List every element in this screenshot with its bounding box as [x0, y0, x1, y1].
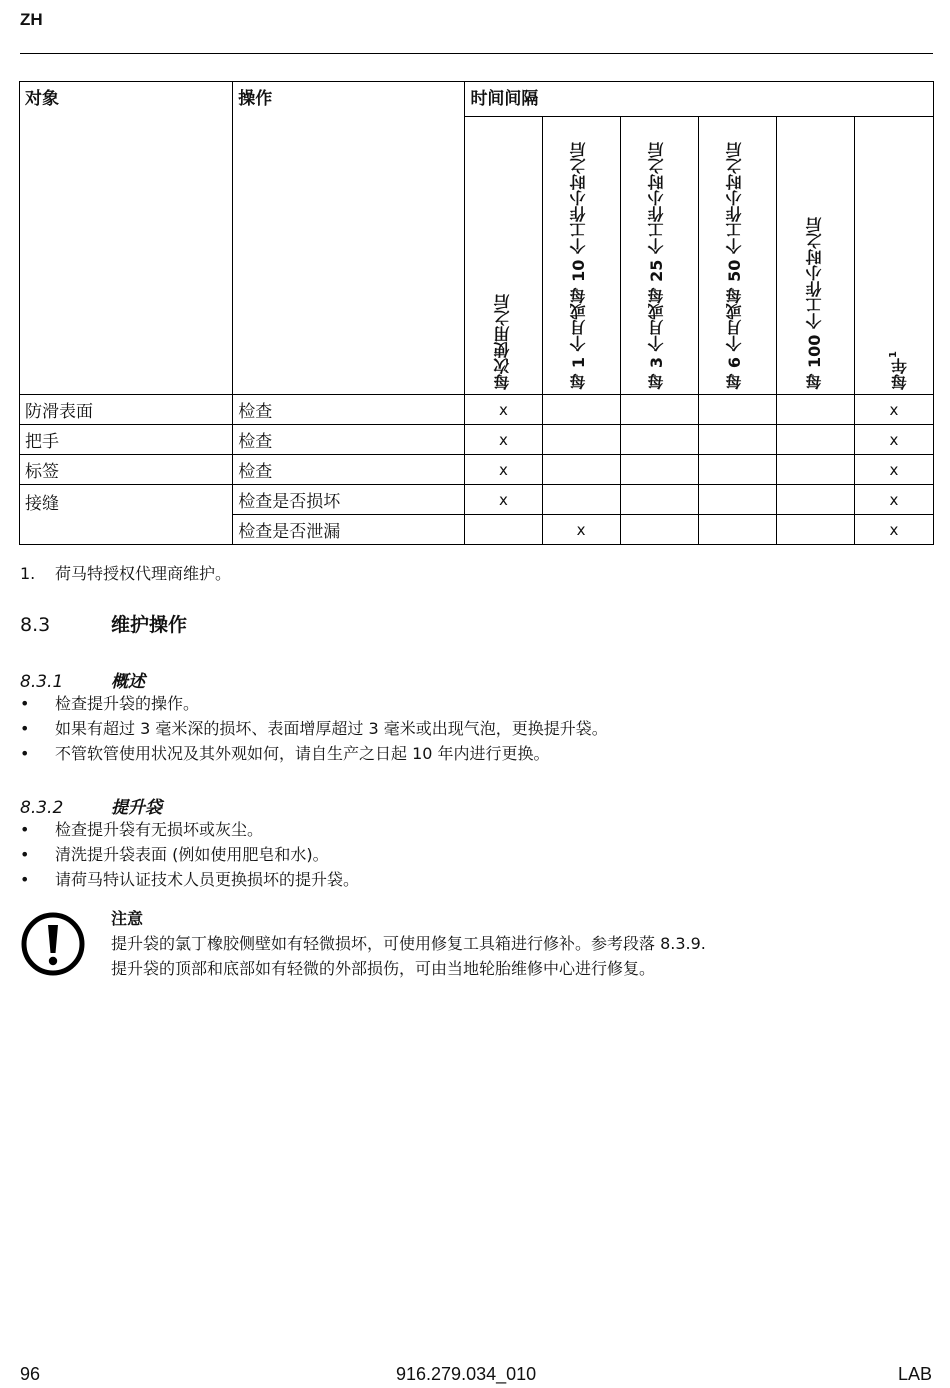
row-mark: x: [854, 395, 933, 425]
row-mark: [698, 515, 776, 545]
row-mark: x: [854, 455, 933, 485]
row-mark: [465, 515, 542, 545]
footnote-ref: 1: [887, 351, 899, 358]
row-mark: [698, 395, 776, 425]
row-object: 防滑表面: [20, 395, 233, 425]
subsection-number: 8.3.1: [20, 672, 64, 692]
row-action: 检查是否损坏: [233, 485, 465, 515]
row-mark: x: [854, 515, 933, 545]
row-mark: [698, 455, 776, 485]
row-mark: [542, 425, 620, 455]
list-item-text: 检查提升袋的操作。: [55, 694, 200, 713]
list-item-text: 如果有超过 3 毫米深的损坏、表面增厚超过 3 毫米或出现气泡，更换提升袋。: [55, 719, 608, 738]
interval-label: 每 1 个月或每 10 个工作小时之后: [569, 142, 589, 390]
row-mark: x: [465, 395, 542, 425]
list-item: [20, 741, 608, 766]
row-mark: [542, 395, 620, 425]
list-item-text: 不管软管使用状况及其外观如何，请自生产之日起 10 年内进行更换。: [55, 744, 550, 763]
footnote-text: 荷马特授权代理商维护。: [55, 564, 232, 583]
row-mark: [698, 425, 776, 455]
interval-header-cell: [620, 117, 698, 395]
note-line: 提升袋的顶部和底部如有轻微的外部损伤，可由当地轮胎维修中心进行修复。: [111, 959, 656, 978]
table-footnote: [20, 561, 231, 584]
row-mark: x: [854, 425, 933, 455]
section-heading: [20, 610, 187, 637]
interval-label: 每 6 个月或每 50 个工作小时之后: [725, 142, 745, 390]
table-row: [20, 395, 934, 425]
interval-label-yearly: [883, 351, 911, 390]
subsection-heading-lifting-bag: [20, 793, 162, 818]
subsection-title: 概述: [111, 672, 145, 692]
row-action: 检查: [233, 455, 465, 485]
header-interval: 时间间隔: [465, 82, 934, 117]
lifting-bag-list: [20, 817, 359, 892]
row-mark: [620, 515, 698, 545]
bullet-icon: •: [20, 744, 30, 763]
note-title: 注意: [111, 909, 144, 928]
row-mark: [776, 425, 854, 455]
row-mark: x: [465, 485, 542, 515]
row-action: 检查: [233, 395, 465, 425]
row-mark: [776, 485, 854, 515]
row-object: 把手: [20, 425, 233, 455]
row-mark: [776, 515, 854, 545]
interval-label: 每 100 个工作小时之后: [805, 217, 825, 390]
table-row: [20, 425, 934, 455]
list-item: [20, 842, 359, 867]
interval-label: 每 3 个月或每 25 个工作小时之后: [647, 142, 667, 390]
interval-header-cell: [698, 117, 776, 395]
maintenance-table: [19, 81, 934, 545]
header-object: 对象: [20, 82, 233, 395]
row-mark: [620, 425, 698, 455]
row-mark: x: [465, 425, 542, 455]
page-number: 96: [20, 1364, 41, 1384]
table-row: [20, 485, 934, 515]
section-title: 维护操作: [111, 614, 188, 636]
row-mark: [620, 455, 698, 485]
subsection-number: 8.3.2: [20, 798, 64, 818]
interval-label: 每次使用之后: [493, 294, 513, 390]
exclamation-circle-icon: [20, 911, 86, 977]
row-mark: [620, 395, 698, 425]
row-action: 检查: [233, 425, 465, 455]
bullet-icon: •: [20, 870, 30, 889]
interval-header-cell: [776, 117, 854, 395]
list-item: [20, 817, 359, 842]
list-item-text: 清洗提升袋表面 (例如使用肥皂和水)。: [55, 845, 329, 864]
note-line: 提升袋的氯丁橡胶侧壁如有轻微损坏，可使用修复工具箱进行修补。参考段落 8.3.9.: [111, 934, 706, 953]
row-mark: [776, 455, 854, 485]
interval-label: 每年: [890, 358, 910, 390]
bullet-icon: •: [20, 820, 30, 839]
subsection-title: 提升袋: [111, 798, 162, 818]
table-row: [20, 455, 934, 485]
row-mark: [620, 485, 698, 515]
list-item-text: 检查提升袋有无损坏或灰尘。: [55, 820, 264, 839]
list-item-text: 请荷马特认证技术人员更换损坏的提升袋。: [55, 870, 360, 889]
bullet-icon: •: [20, 694, 30, 713]
row-mark: [776, 395, 854, 425]
note-block: [111, 906, 706, 981]
header-rule: [20, 53, 933, 54]
interval-header-cell: [542, 117, 620, 395]
interval-header-cell: [854, 117, 933, 395]
row-mark: x: [465, 455, 542, 485]
row-action: 检查是否泄漏: [233, 515, 465, 545]
row-object: 接缝: [20, 485, 233, 545]
document-number: 916.279.034_010: [396, 1364, 537, 1384]
row-mark: x: [854, 485, 933, 515]
list-item: [20, 691, 608, 716]
list-item: [20, 716, 608, 741]
row-object: 标签: [20, 455, 233, 485]
row-mark: [698, 485, 776, 515]
interval-header-cell: [465, 117, 542, 395]
overview-list: [20, 691, 608, 766]
bullet-icon: •: [20, 719, 30, 738]
row-mark: [542, 455, 620, 485]
section-number: 8.3: [20, 614, 51, 636]
header-action: 操作: [233, 82, 465, 395]
row-mark: [542, 485, 620, 515]
list-item: [20, 867, 359, 892]
subsection-heading-overview: [20, 667, 145, 692]
row-mark: x: [542, 515, 620, 545]
bullet-icon: •: [20, 845, 30, 864]
language-code: ZH: [20, 10, 43, 29]
brand-code: LAB: [897, 1364, 932, 1384]
footnote-number: 1.: [20, 564, 36, 583]
